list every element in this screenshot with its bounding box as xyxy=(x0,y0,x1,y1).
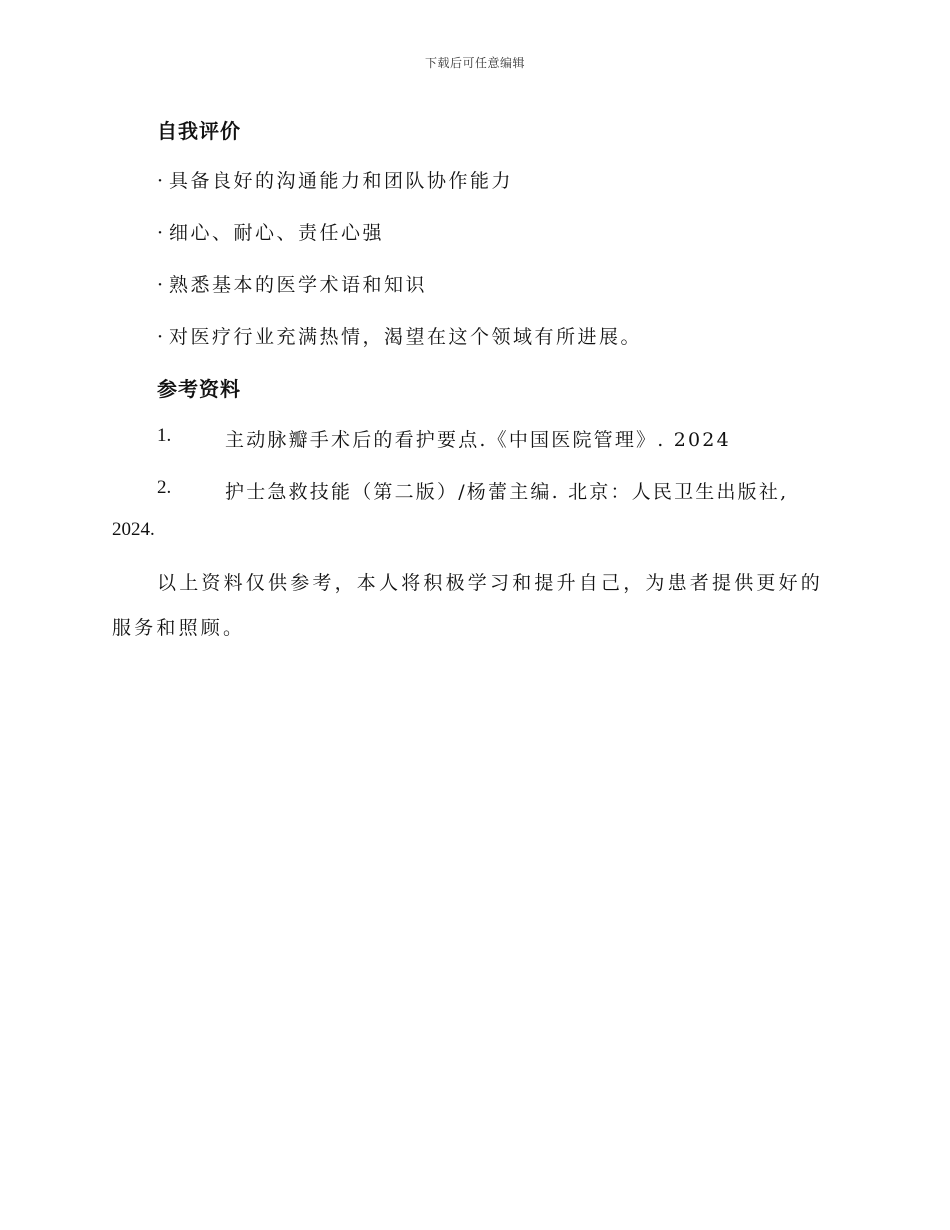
reference-text: 护士急救技能（第二版）/杨蕾主编. 北京：人民卫生出版社, xyxy=(225,481,789,503)
self-evaluation-item-text: 具备良好的沟通能力和团队协作能力 xyxy=(169,170,514,192)
self-evaluation-item xyxy=(157,218,384,245)
closing-paragraph: 以上资料仅供参考，本人将积极学习和提升自己，为患者提供更好的服务和照顾。 xyxy=(112,572,824,639)
header-note: 下载后可任意编辑 xyxy=(424,56,525,70)
bullet-marker: · xyxy=(157,274,164,296)
bullet-marker: · xyxy=(157,326,164,348)
self-evaluation-item-text: 对医疗行业充满热情，渴望在这个领域有所进展。 xyxy=(169,326,643,348)
self-evaluation-title: 自我评价 xyxy=(157,119,241,143)
references-title: 参考资料 xyxy=(157,377,241,401)
bullet-marker: · xyxy=(157,170,164,192)
reference-number: 1. xyxy=(157,425,172,446)
reference-text: 主动脉瓣手术后的看护要点.《中国医院管理》. 2024 xyxy=(225,429,731,451)
self-evaluation-item xyxy=(157,322,642,349)
self-evaluation-item xyxy=(157,166,513,193)
reference-number: 2. xyxy=(157,477,172,498)
self-evaluation-item-text: 细心、耐心、责任心强 xyxy=(169,222,385,244)
reference-continuation: 2024. xyxy=(112,519,155,540)
self-evaluation-item xyxy=(157,270,427,297)
self-evaluation-item-text: 熟悉基本的医学术语和知识 xyxy=(169,274,428,296)
bullet-marker: · xyxy=(157,222,164,244)
